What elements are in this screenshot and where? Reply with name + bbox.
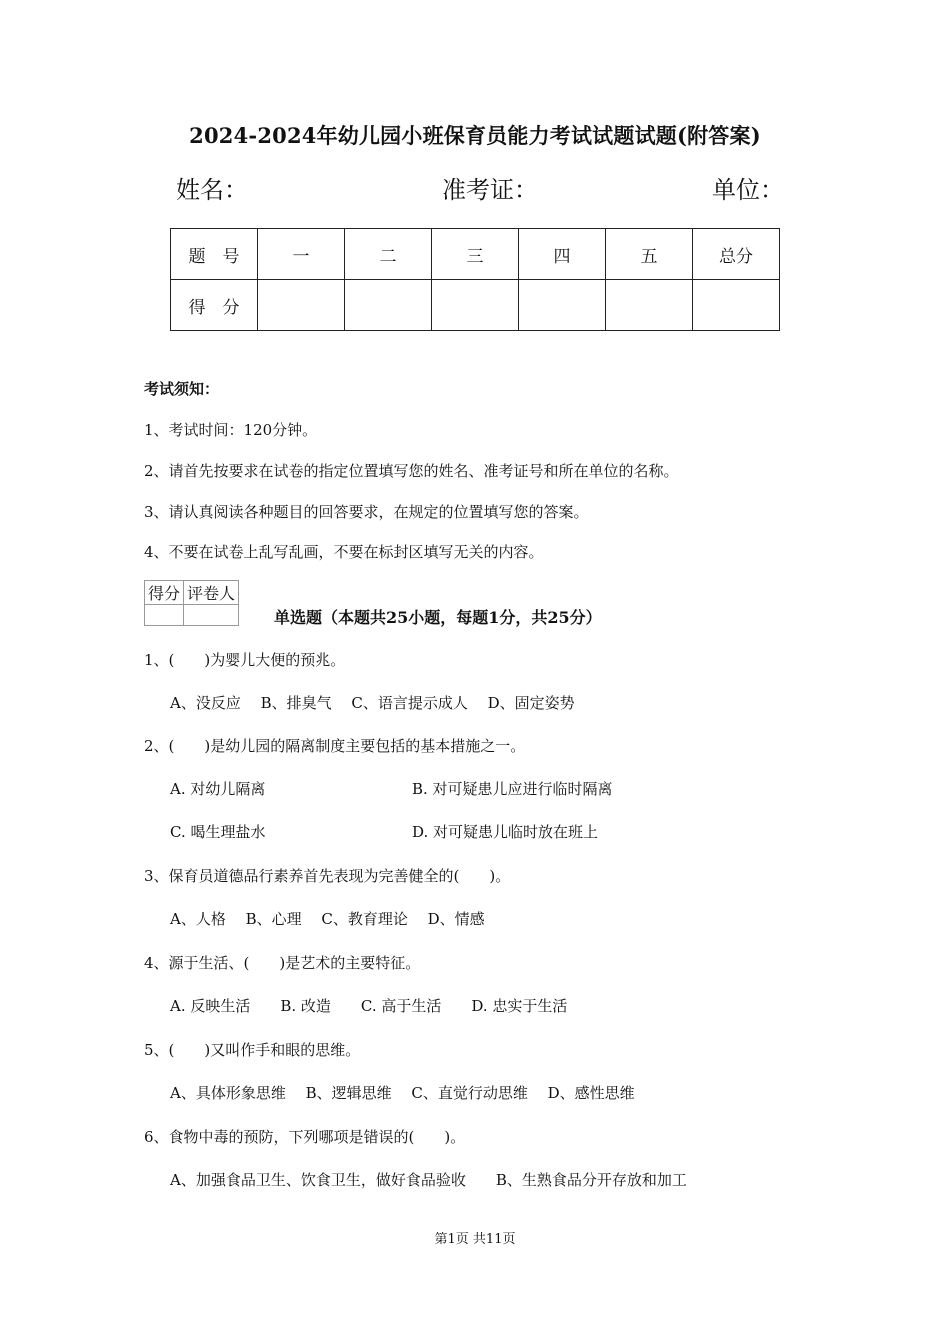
- score-table-score-row: [171, 280, 780, 331]
- note-item: 3、请认真阅读各种题目的回答要求，在规定的位置填写您的答案。: [144, 503, 589, 521]
- section-title: 单选题（本题共25小题，每题1分，共25分）: [274, 608, 602, 627]
- question-6: 6、食物中毒的预防，下列哪项是错误的( )。: [144, 1128, 466, 1146]
- score-entry-cell[interactable]: [345, 280, 432, 331]
- score-table-cell: 题 号: [171, 229, 258, 280]
- notes-heading: 考试须知：: [144, 380, 220, 398]
- score-table-cell: 得 分: [171, 280, 258, 331]
- score-table-cell: 一: [258, 229, 345, 280]
- question-6-options: A、加强食品卫生、饮食卫生，做好食品验收 B、生熟食品分开存放和加工: [170, 1171, 687, 1189]
- unit-field-label: 单位：: [712, 176, 784, 204]
- question-2-option-d: D. 对可疑患儿临时放在班上: [412, 823, 599, 841]
- question-3-options: A、人格 B、心理 C、教育理论 D、情感: [170, 910, 485, 928]
- score-entry-cell[interactable]: [606, 280, 693, 331]
- score-entry-cell[interactable]: [693, 280, 780, 331]
- name-field-label: 姓名：: [176, 176, 248, 204]
- grader-score-label: 得分: [145, 581, 184, 605]
- score-table-cell: 总分: [693, 229, 780, 280]
- page-title: 2024-2024年幼儿园小班保育员能力考试试题试题(附答案): [189, 123, 761, 148]
- score-table-cell: 四: [519, 229, 606, 280]
- score-entry-cell[interactable]: [432, 280, 519, 331]
- question-4: 4、源于生活、( )是艺术的主要特征。: [144, 954, 421, 972]
- score-table: [170, 228, 780, 331]
- exam-number-field-label: 准考证：: [442, 176, 538, 204]
- question-4-options: A. 反映生活 B. 改造 C. 高于生活 D. 忠实于生活: [170, 997, 568, 1015]
- note-item: 2、请首先按要求在试卷的指定位置填写您的姓名、准考证号和所在单位的名称。: [144, 462, 679, 480]
- question-2-option-a: A. 对幼儿隔离: [170, 780, 266, 798]
- score-entry-cell[interactable]: [258, 280, 345, 331]
- page-footer: 第1页 共11页: [434, 1232, 516, 1247]
- question-2-option-b: B. 对可疑患儿应进行临时隔离: [412, 780, 613, 798]
- question-3: 3、保育员道德品行素养首先表现为完善健全的( )。: [144, 867, 511, 885]
- question-2-option-c: C. 喝生理盐水: [170, 823, 266, 841]
- grader-reviewer-entry[interactable]: [184, 605, 239, 626]
- question-1-options: A、没反应 B、排臭气 C、语言提示成人 D、固定姿势: [170, 694, 575, 712]
- score-entry-cell[interactable]: [519, 280, 606, 331]
- score-table-cell: 二: [345, 229, 432, 280]
- grader-score-entry[interactable]: [145, 605, 184, 626]
- grader-table: [144, 580, 239, 626]
- question-1: 1、( )为婴儿大便的预兆。: [144, 651, 346, 669]
- score-table-cell: 五: [606, 229, 693, 280]
- score-table-cell: 三: [432, 229, 519, 280]
- note-item: 4、不要在试卷上乱写乱画，不要在标封区填写无关的内容。: [144, 543, 544, 561]
- note-item: 1、考试时间：120分钟。: [144, 421, 318, 439]
- question-5-options: A、具体形象思维 B、逻辑思维 C、直觉行动思维 D、感性思维: [170, 1084, 635, 1102]
- score-table-header-row: [171, 229, 780, 280]
- grader-reviewer-label: 评卷人: [184, 581, 239, 605]
- question-5: 5、( )又叫作手和眼的思维。: [144, 1041, 361, 1059]
- question-2: 2、( )是幼儿园的隔离制度主要包括的基本措施之一。: [144, 737, 526, 755]
